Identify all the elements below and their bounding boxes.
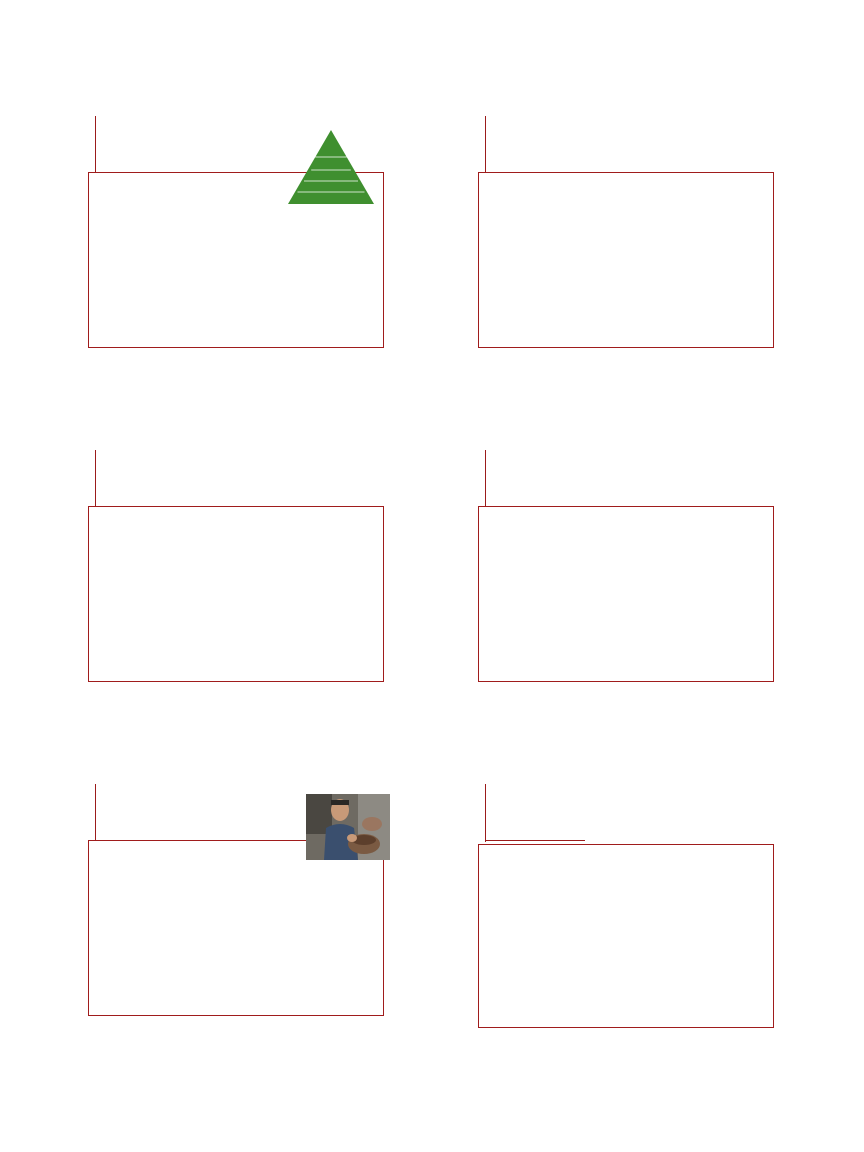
content-box bbox=[88, 840, 384, 1016]
sidebar-divider bbox=[485, 784, 486, 842]
sidebar-divider bbox=[95, 116, 96, 174]
sidebar-divider bbox=[485, 450, 486, 508]
slide-14 bbox=[64, 450, 374, 694]
pyramid-shape bbox=[288, 130, 374, 204]
sidebar-divider bbox=[485, 116, 486, 174]
slide-13 bbox=[454, 116, 764, 360]
title-underline bbox=[485, 840, 585, 841]
sidebar-divider bbox=[95, 784, 96, 842]
slide-15 bbox=[454, 450, 764, 694]
content-box bbox=[88, 506, 384, 682]
craftsman-photo bbox=[306, 794, 390, 860]
slide-16 bbox=[64, 784, 374, 1028]
content-box bbox=[478, 172, 774, 348]
slide-17 bbox=[454, 784, 764, 1028]
content-box bbox=[478, 506, 774, 682]
maslow-pyramid bbox=[286, 128, 376, 210]
sidebar-divider bbox=[95, 450, 96, 508]
pyramid-graphic bbox=[286, 128, 376, 206]
slide-12 bbox=[64, 116, 374, 360]
photo-image bbox=[306, 794, 390, 860]
content-box bbox=[478, 844, 774, 1028]
